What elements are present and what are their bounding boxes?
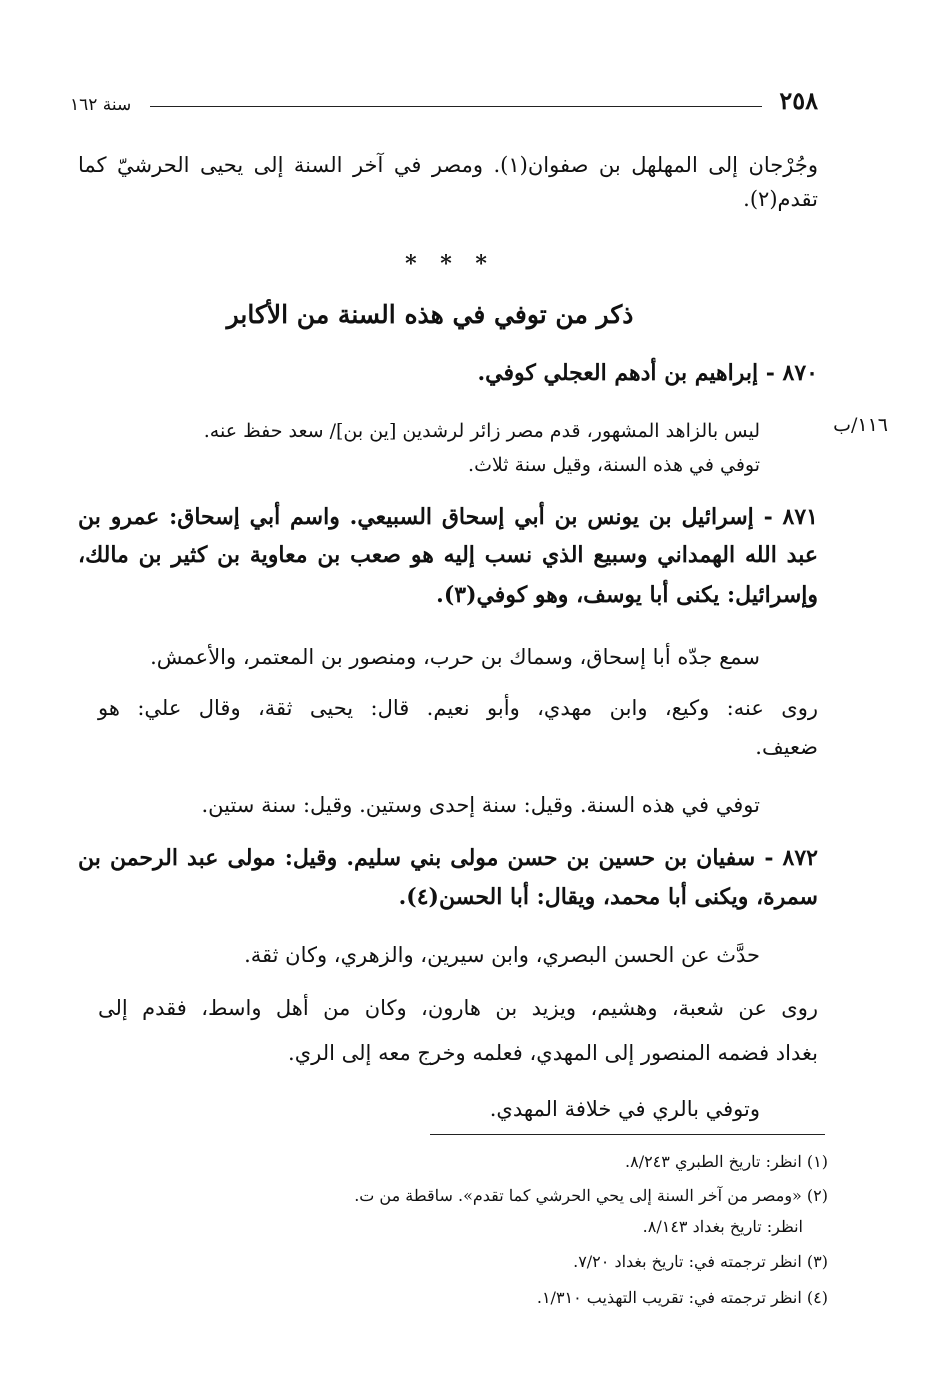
- entry-text: توفي في هذه السنة. وقيل: سنة إحدى وستين. وقيل: سنة ستين.: [201, 793, 760, 817]
- entry-heading: ٨٧١ - إسرائيل بن يونس بن أبي إسحاق السبيعي. واسم أبي إسحاق: عمرو بن: [78, 504, 818, 530]
- entry-text: سمع جدّه أبا إسحاق، وسماك بن حرب، ومنصور بن المعتمر، والأعمش.: [150, 645, 760, 669]
- entry-heading: عبد الله الهمداني وسبيع الذي نسب إليه هو صعب بن معاوية بن كثير بن مالك،: [78, 542, 818, 568]
- header-rule: [150, 106, 762, 107]
- entry-heading: سمرة، ويكنى أبا محمد، ويقال: أبا الحسن(٤).: [398, 884, 818, 910]
- margin-note: ١١٦/ب: [833, 414, 888, 436]
- section-separator: * * *: [405, 251, 495, 277]
- entry-text: ضعيف.: [755, 735, 818, 759]
- entry-text: ليس بالزاهد المشهور، قدم مصر زائر لرشدين [ين بن]/ سعد حفظ عنه.: [203, 420, 760, 442]
- entry-text: بغداد فضمه المنصور إلى المهدي، فعلمه وخرج معه إلى الري.: [288, 1041, 818, 1065]
- footnote-rule: [430, 1134, 825, 1135]
- footnote: (٤) انظر ترجمته في: تقريب التهذيب ١/٣١٠.: [536, 1288, 828, 1307]
- entry-heading: ٨٧٠ - إبراهيم بن أدهم العجلي كوفي.: [477, 360, 818, 386]
- entry-heading: وإسرائيل: يكنى أبا يوسف، وهو كوفي(٣).: [436, 582, 818, 608]
- footnote: انظر: تاريخ بغداد ٨/١٤٣.: [642, 1217, 803, 1236]
- footnote: (١) انظر: تاريخ الطبري ٨/٢٤٣.: [625, 1152, 828, 1171]
- entry-heading: ٨٧٢ - سفيان بن حسين بن حسن مولى بني سليم. وقيل: مولى عبد الرحمن بن: [78, 845, 818, 871]
- running-title: سنة ١٦٢: [70, 95, 132, 115]
- intro-line: تقدم(٢).: [743, 187, 818, 211]
- entry-text: روى عن شعبة، وهشيم، ويزيد بن هارون، وكان من أهل واسط، فقدم إلى: [98, 996, 818, 1020]
- intro-line: وجُرْجان إلى المهلهل بن صفوان(١). ومصر في آخر السنة إلى يحيى الحرشيّ كما: [78, 153, 818, 177]
- footnote: (٢) «ومصر من آخر السنة إلى يحي الحرشي كما تقدم». ساقطة من ت.: [354, 1186, 828, 1205]
- section-title: ذكر من توفي في هذه السنة من الأكابر: [226, 300, 634, 329]
- entry-text: حدَّث عن الحسن البصري، وابن سيرين، والزهري، وكان ثقة.: [244, 943, 760, 967]
- entry-text: روى عنه: وكيع، وابن مهدي، وأبو نعيم. قال: يحيى ثقة، وقال علي: هو: [98, 696, 818, 720]
- page-number: ٢٥٨: [779, 86, 818, 115]
- entry-text: توفي في هذه السنة، وقيل سنة ثلاث.: [468, 454, 760, 476]
- entry-text: وتوفي بالري في خلافة المهدي.: [489, 1097, 760, 1121]
- footnote: (٣) انظر ترجمته في: تاريخ بغداد ٧/٢٠.: [573, 1252, 828, 1271]
